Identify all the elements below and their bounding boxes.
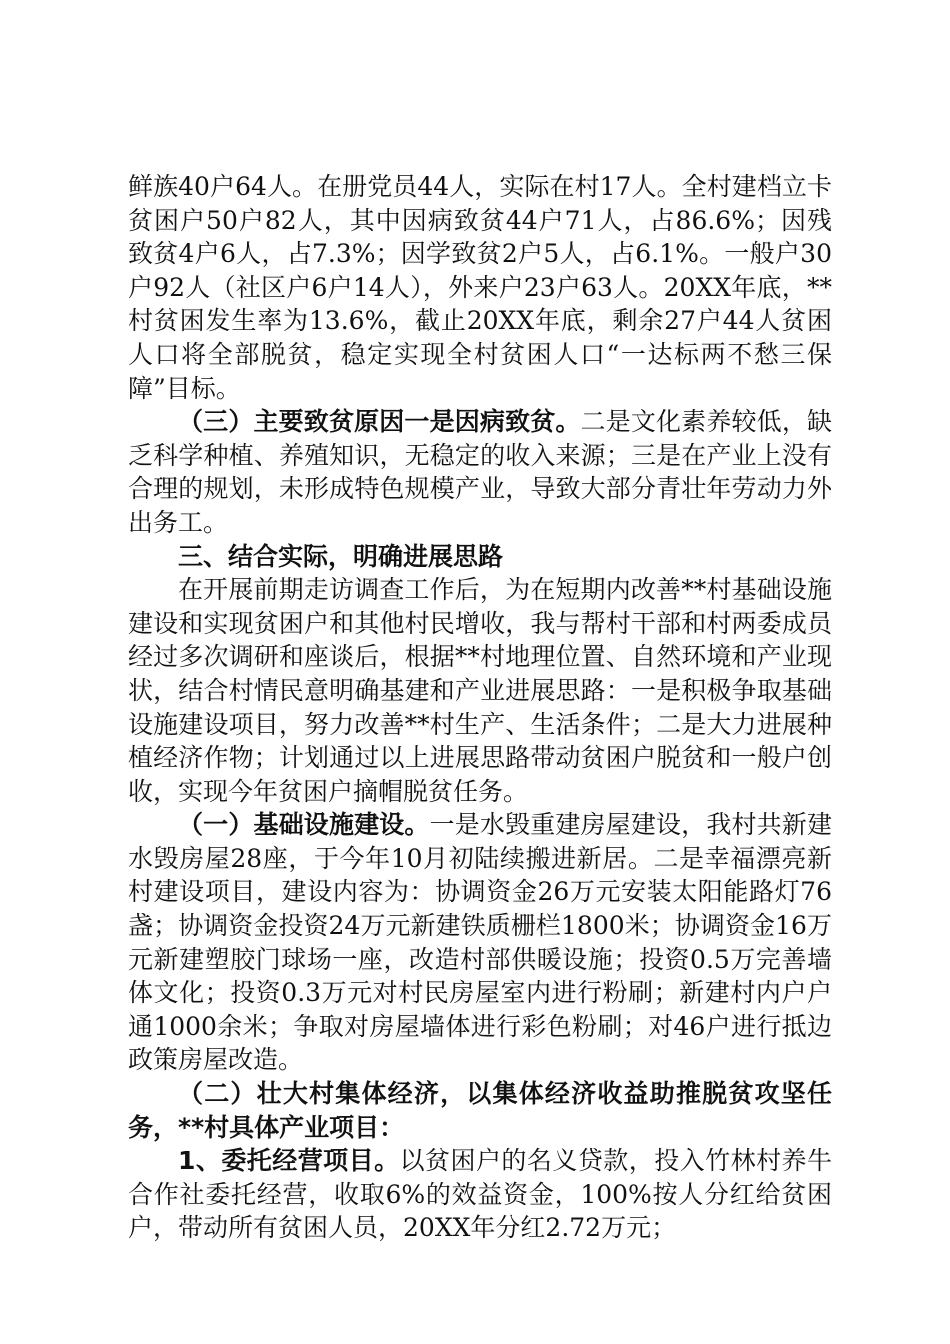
paragraph-infrastructure bbox=[128, 808, 832, 1077]
paragraph-text: 鲜族40户64人。在册党员44人，实际在村17人。全村建档立卡贫困户50户82人，其中因病致贫44户71人，占86.6%；因残致贫4户6人，占7.3%；因学致贫2户5人，占6.1%。一般户30户92人（社区户6户14人），外来户23户63人。20XX年底，**村贫困发生率为13.6%，截止20XX年底，剩余27户44人贫困人口将全部脱贫，稳定实现全村贫困人口“一达标两不愁三保障”目标。 bbox=[128, 172, 832, 403]
section-heading-infrastructure: （一）基础设施建设。 bbox=[178, 810, 430, 840]
paragraph-text: 在开展前期走访调查工作后，为在短期内改善**村基础设施建设和实现贫困户和其他村民增收，我与帮村干部和村两委成员经过多次调研和座谈后，根据**村地理位置、自然环境和产业现状，结合村情民意明确基建和产业进展思路：一是积极争取基础设施建设项目，努力改善**村生产、生活条件；二是大力进展种植经济作物；计划通过以上进展思路带动贫困户脱贫和一般户创收，实现今年贫困户摘帽脱贫任务。 bbox=[128, 575, 832, 806]
paragraph-population-stats bbox=[128, 170, 832, 405]
section-heading-collective-economy: （二）壮大村集体经济，以集体经济收益助推脱贫攻坚任务，**村具体产业项目： bbox=[128, 1079, 832, 1142]
paragraph-poverty-causes bbox=[128, 405, 832, 539]
paragraph-text: 以贫困户的名义贷款，投入竹林村养牛合作社委托经营，收取6%的效益资金，100%按人分红给贫困户，带动所有贫困人员，20XX年分红2.72万元； bbox=[128, 1146, 832, 1243]
paragraph-text: 一是水毁重建房屋建设，我村共新建水毁房屋28座，于今年10月初陆续搬进新居。二是幸福漂亮新村建设项目，建设内容为：协调资金26万元安装太阳能路灯76盏；协调资金投资24万元新建铁质栅栏1800米；协调资金16万元新建塑胶门球场一座，改造村部供暖设施；投资0.5万完善墙体文化；投资0.3万元对村民房屋室内进行粉刷；新建村内户户通1000余米；争取对房屋墙体进行彩色粉刷；对46户进行抵边政策房屋改造。 bbox=[128, 810, 832, 1075]
section-heading-development: 三、结合实际，明确进展思路 bbox=[178, 541, 504, 571]
paragraph-text: 二是文化素养较低，缺乏科学种植、养殖知识，无稳定的收入来源；三是在产业上没有合理的规划，未形成特色规模产业，导致大部分青壮年劳动力外出务工。 bbox=[128, 407, 832, 537]
section-heading-causes: （三）主要致贫原因一是因病致贫。 bbox=[178, 407, 581, 437]
section-heading-entrusted-operation: 1、委托经营项目。 bbox=[178, 1146, 400, 1176]
paragraph-collective-economy bbox=[128, 1077, 832, 1144]
section-title-3 bbox=[128, 540, 832, 574]
paragraph-development-ideas bbox=[128, 573, 832, 808]
document-body bbox=[128, 170, 832, 1245]
paragraph-entrusted-operation bbox=[128, 1144, 832, 1245]
